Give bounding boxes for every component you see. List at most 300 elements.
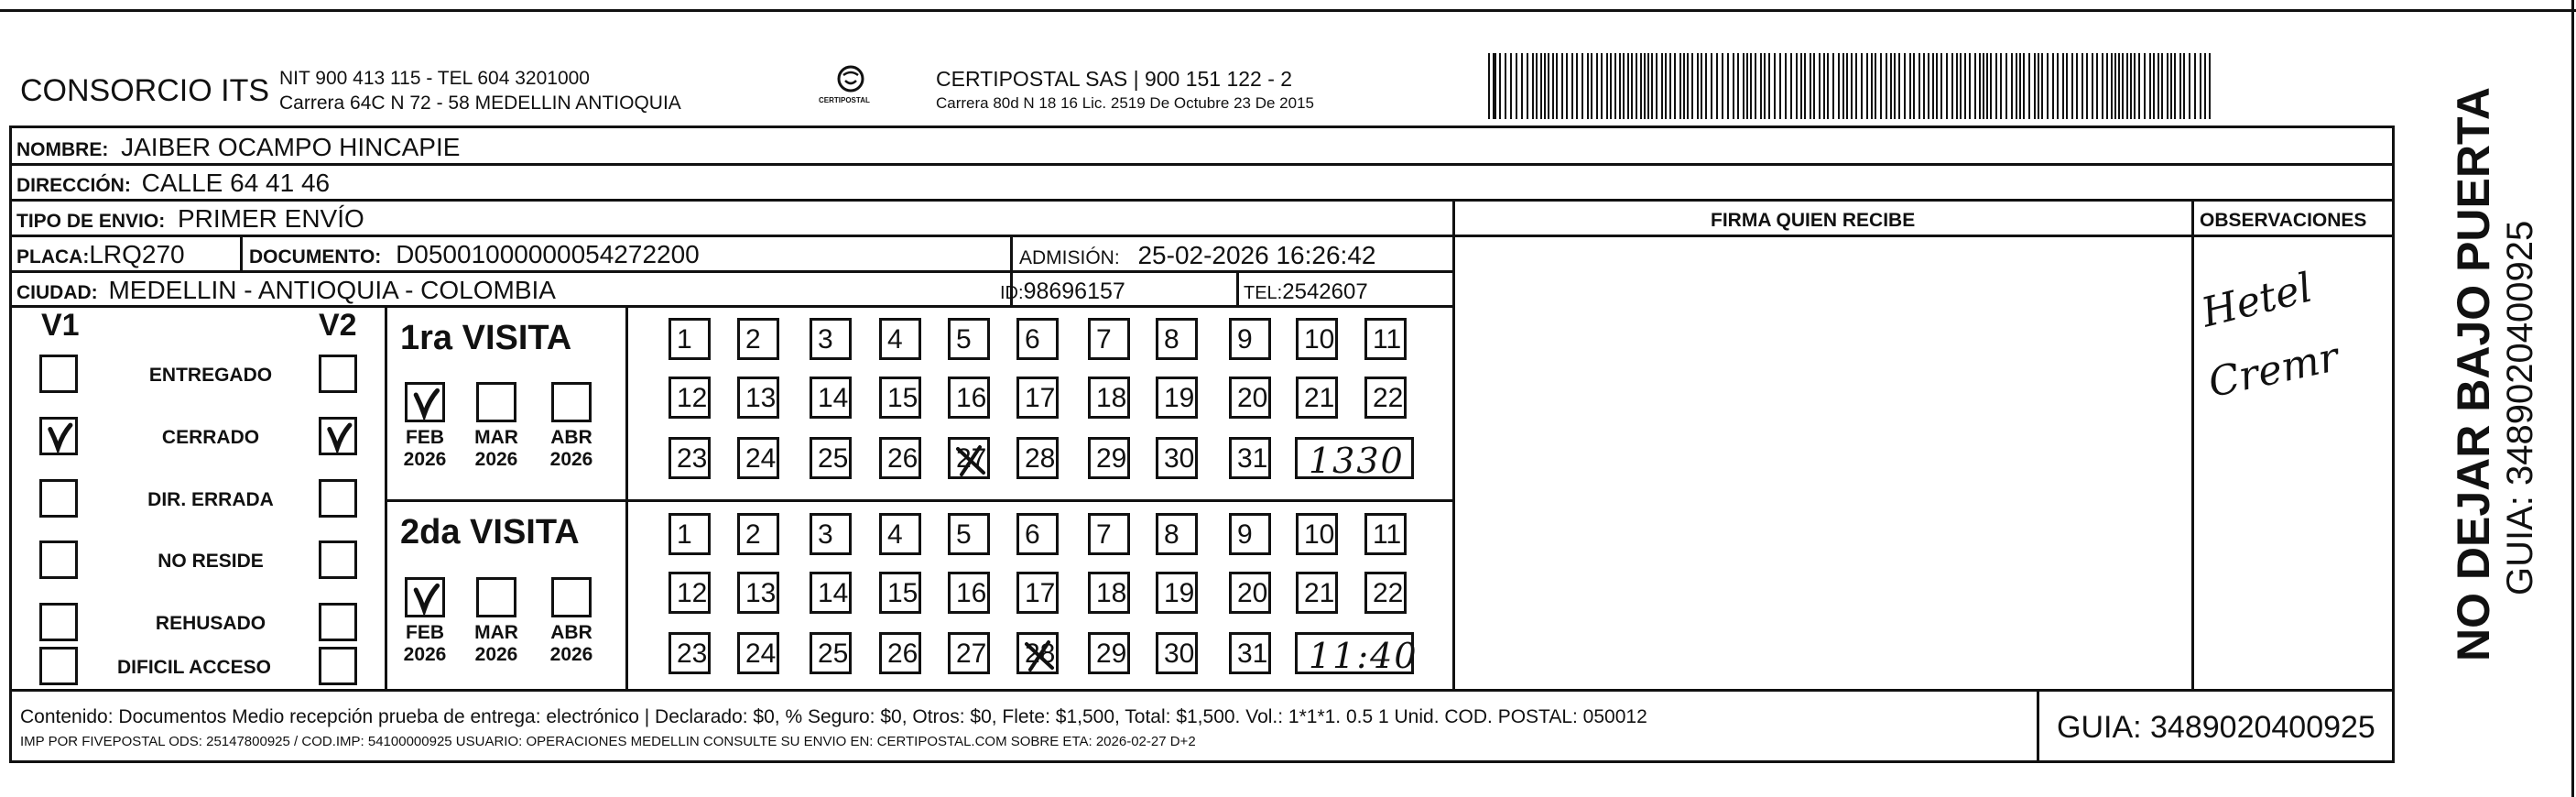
first-visit-day-number: 26	[887, 443, 918, 474]
first-visit-day-number: 23	[677, 443, 708, 474]
footer-contents: Contenido: Documentos Medio recepción prueba de entrega: electrónico | Declarado: $0, % Seguro: $0, Otros: $0, Flete: $1,500, Total: $1,500. Vol.: 1*1*1. 0.5 1 Unid. COD. POSTAL: 050012	[20, 706, 1647, 727]
first-visit-day-cell	[1016, 377, 1059, 419]
barcode-bar	[1743, 53, 1745, 119]
second-visit-day-cell	[1016, 572, 1059, 614]
barcode-bar	[1810, 53, 1811, 119]
second-visit-title: 2da VISITA	[400, 513, 580, 551]
second-visit-day-cell	[948, 572, 990, 614]
guide-divider	[2037, 689, 2039, 762]
id-label: ID:	[1000, 283, 1024, 303]
second-visit-day-number: 30	[1164, 639, 1195, 669]
first-visit-day-number: 6	[1025, 324, 1040, 355]
second-visit-day-cell	[1364, 513, 1407, 555]
barcode-bar	[1846, 53, 1848, 119]
barcode-bar	[1544, 53, 1546, 119]
barcode-bar	[2071, 53, 2073, 119]
first-visit-day-cell	[948, 318, 990, 360]
barcode-bar	[1928, 53, 1929, 119]
document-label: DOCUMENTO:	[249, 246, 382, 267]
barcode-bar	[1576, 53, 1578, 119]
city-cell	[16, 278, 556, 303]
barcode-bar	[1631, 53, 1633, 119]
second-visit-time-box	[1295, 632, 1418, 676]
barcode-bar	[2111, 53, 2113, 119]
barcode-bar	[1819, 53, 1821, 119]
first-visit-month-checkbox	[405, 382, 445, 422]
first-visit-month-checkmark	[409, 387, 442, 420]
first-visit-day-cell	[668, 437, 711, 479]
barcode-bar	[2161, 53, 2163, 119]
first-visit-day-cell	[1088, 437, 1130, 479]
second-visit-day-cell	[1088, 632, 1130, 674]
barcode-bar	[1796, 53, 1798, 119]
second-visit-day-number: 7	[1096, 519, 1112, 550]
barcode-bar	[1823, 53, 1825, 119]
first-visit-day-cell	[810, 377, 852, 419]
barcode-bar	[1548, 53, 1549, 119]
barcode-bar	[1687, 53, 1689, 119]
second-visit-year-label: 2026	[549, 644, 593, 665]
barcode-bar	[1701, 53, 1702, 119]
barcode-bar	[1627, 53, 1629, 119]
second-visit-year-label: 2026	[403, 644, 447, 665]
barcode-bar	[1587, 53, 1589, 119]
barcode-bar	[1746, 53, 1748, 119]
second-visit-day-number: 1	[677, 519, 692, 550]
barcode-bar	[2179, 53, 2181, 119]
first-visit-day-number: 30	[1164, 443, 1195, 474]
second-visit-day-cell	[1229, 632, 1271, 674]
first-visit-day-cell	[810, 437, 852, 479]
admission: 25-02-2026 16:26:42	[1137, 241, 1376, 269]
name-row	[16, 135, 460, 160]
barcode-bar	[2209, 53, 2211, 119]
footer-guide: GUIA: 3489020400925	[2057, 710, 2375, 745]
barcode-bar	[1923, 53, 1925, 119]
first-visit-day-number: 24	[745, 443, 777, 474]
barcode-bar	[2011, 53, 2013, 119]
months-divider	[625, 305, 628, 689]
first-visit-year-label: 2026	[474, 449, 518, 470]
barcode-bar	[2034, 53, 2036, 119]
first-visit-day-number: 20	[1237, 383, 1268, 413]
status-label: REHUSADO	[155, 613, 266, 634]
barcode-bar	[1601, 53, 1603, 119]
second-visit-day-number: 29	[1096, 639, 1127, 669]
barcode-bar	[1697, 53, 1699, 119]
second-visit-day-number: 11	[1373, 519, 1402, 550]
barcode-bar	[2167, 53, 2168, 119]
v2-checkbox	[319, 540, 357, 579]
send-type-label: TIPO DE ENVIO:	[16, 211, 166, 232]
scan-edge	[2571, 0, 2574, 797]
courier-name: CERTIPOSTAL SAS | 900 151 122 - 2	[936, 67, 1293, 91]
barcode-bar	[1552, 53, 1554, 119]
barcode-bar	[2092, 53, 2093, 119]
first-visit-day-number: 13	[745, 383, 777, 413]
first-visit-day-cell	[1088, 318, 1130, 360]
barcode-bar	[1913, 53, 1915, 119]
barcode-bar	[1606, 53, 1608, 119]
first-visit-day-number: 29	[1096, 443, 1127, 474]
barcode-bar	[1610, 53, 1612, 119]
barcode-bar	[1875, 53, 1876, 119]
first-visit-day-number: 31	[1237, 443, 1268, 474]
barcode-bar	[1571, 53, 1573, 119]
second-visit-day-mark	[1021, 637, 1058, 673]
observation-handwriting-2: Cremr	[2204, 333, 2343, 407]
barcode-bar	[1861, 53, 1863, 119]
frame-right	[2392, 126, 2395, 762]
barcode-bar	[1956, 53, 1958, 119]
barcode-bar	[1521, 53, 1523, 119]
barcode-bar	[1733, 53, 1734, 119]
second-visit-day-cell	[1016, 632, 1059, 674]
first-visit-day-cell	[948, 437, 990, 479]
first-visit-day-number: 11	[1373, 324, 1402, 355]
barcode-bar	[1890, 53, 1892, 119]
first-visit-day-cell	[1156, 437, 1198, 479]
barcode-bar	[2138, 53, 2140, 119]
second-visit-day-number: 16	[956, 578, 987, 608]
v1-checkbox	[39, 355, 78, 393]
second-visit-day-number: 25	[818, 639, 849, 669]
barcode-bar	[1691, 53, 1693, 119]
v2-checkbox	[319, 603, 357, 641]
second-visit-day-cell	[1156, 513, 1198, 555]
barcode-bar	[2062, 53, 2064, 119]
first-visit-day-cell	[1156, 377, 1198, 419]
first-visit-day-number: 7	[1096, 324, 1112, 355]
barcode-bar	[1804, 53, 1806, 119]
v2-checkbox	[319, 479, 357, 518]
barcode-bar	[2086, 53, 2088, 119]
barcode	[1488, 53, 2221, 119]
barcode-bar	[1716, 53, 1718, 119]
address-row	[16, 170, 330, 196]
second-visit-day-cell	[879, 513, 921, 555]
barcode-bar	[1983, 53, 1984, 119]
barcode-bar	[2081, 53, 2083, 119]
plate-divider	[240, 237, 243, 270]
second-visit-day-number: 27	[956, 639, 987, 669]
observations-label: OBSERVACIONES	[2200, 210, 2367, 231]
status-label: NO RESIDE	[158, 551, 264, 572]
second-visit-month-checkmark	[409, 582, 442, 615]
second-visit-month-label: ABR	[550, 622, 592, 643]
barcode-bar	[1516, 53, 1517, 119]
v2-checkbox	[319, 417, 357, 455]
second-visit-day-number: 24	[745, 639, 777, 669]
barcode-bar	[2041, 53, 2043, 119]
barcode-bar	[1619, 53, 1621, 119]
first-visit-day-number: 3	[818, 324, 833, 355]
sender-address: Carrera 64C N 72 - 58 MEDELLIN ANTIOQUIA	[279, 93, 681, 114]
barcode-bar	[1674, 53, 1676, 119]
barcode-bar	[1880, 53, 1882, 119]
first-visit-day-cell	[1364, 318, 1407, 360]
second-visit-day-cell	[948, 632, 990, 674]
first-visit-day-cell	[1156, 318, 1198, 360]
row-divider-2	[9, 199, 2395, 202]
send-type-row	[16, 206, 364, 232]
second-visit-day-cell	[810, 632, 852, 674]
signature-label: FIRMA QUIEN RECIBE	[1711, 210, 1916, 231]
second-visit-day-number: 14	[818, 578, 849, 608]
barcode-bar	[1536, 53, 1538, 119]
barcode-bar	[1986, 53, 1988, 119]
barcode-bar	[2118, 53, 2120, 119]
document: D05001000000054272200	[396, 240, 700, 268]
side-guide: GUIA: 3489020400925	[2500, 220, 2540, 595]
plate: LRQ270	[89, 240, 185, 268]
barcode-bar	[1768, 53, 1770, 119]
first-visit-day-cell	[737, 318, 779, 360]
logo-caption: CERTIPOSTAL	[819, 96, 870, 104]
barcode-bar	[1647, 53, 1649, 119]
barcode-bar	[1764, 53, 1766, 119]
barcode-bar	[1886, 53, 1887, 119]
barcode-bar	[1755, 53, 1756, 119]
second-visit-day-cell	[1229, 572, 1271, 614]
barcode-bar	[1665, 53, 1667, 119]
barcode-bar	[1683, 53, 1685, 119]
second-visit-month-label: MAR	[474, 622, 518, 643]
first-visit-day-cell	[1229, 437, 1271, 479]
barcode-bar	[1894, 53, 1896, 119]
first-visit-day-cell	[879, 437, 921, 479]
barcode-bar	[1596, 53, 1598, 119]
address-label: DIRECCIÓN:	[16, 175, 131, 196]
second-visit-day-cell	[810, 513, 852, 555]
admission-label: ADMISIÓN:	[1019, 247, 1120, 268]
barcode-bar	[2158, 53, 2159, 119]
first-visit-day-number: 15	[887, 383, 918, 413]
barcode-bar	[1855, 53, 1857, 119]
tel: 2542607	[1282, 279, 1368, 304]
second-visit-day-cell	[668, 572, 711, 614]
barcode-bar	[2106, 53, 2108, 119]
observation-handwriting-1: Hetel	[2197, 264, 2317, 337]
first-visit-day-number: 8	[1164, 324, 1179, 355]
top-border	[0, 9, 2576, 12]
barcode-bar	[1979, 53, 1981, 119]
barcode-bar	[1711, 53, 1712, 119]
barcode-bar	[1946, 53, 1948, 119]
first-visit-year-label: 2026	[549, 449, 593, 470]
second-visit-day-number: 10	[1304, 519, 1335, 550]
v1-checkbox	[39, 417, 78, 455]
barcode-bar	[2149, 53, 2151, 119]
second-visit-month-checkbox	[476, 577, 516, 617]
first-visit-day-number: 2	[745, 324, 761, 355]
col-divider-observations	[2191, 199, 2194, 689]
first-visit-day-cell	[668, 377, 711, 419]
first-visit-day-number: 21	[1304, 383, 1335, 413]
barcode-bar	[1851, 53, 1853, 119]
first-visit-title: 1ra VISITA	[400, 319, 572, 357]
first-visit-day-number: 25	[818, 443, 849, 474]
barcode-bar	[1774, 53, 1776, 119]
second-visit-day-number: 17	[1025, 578, 1056, 608]
first-visit-day-cell	[1088, 377, 1130, 419]
barcode-bar	[2076, 53, 2078, 119]
barcode-bar	[1556, 53, 1558, 119]
first-visit-time-box	[1295, 437, 1414, 479]
barcode-bar	[1661, 53, 1663, 119]
first-visit-month-checkbox	[551, 382, 592, 422]
barcode-bar	[2170, 53, 2172, 119]
barcode-bar	[1532, 53, 1534, 119]
barcode-bar	[2038, 53, 2039, 119]
courier-address: Carrera 80d N 18 16 Lic. 2519 De Octubre 23 De 2015	[936, 94, 1314, 112]
barcode-bar	[1591, 53, 1592, 119]
second-visit-day-number: 22	[1373, 578, 1404, 608]
barcode-bar	[1813, 53, 1815, 119]
barcode-bar	[2126, 53, 2128, 119]
first-visit-month-label: ABR	[550, 427, 592, 448]
document-cell	[249, 242, 700, 267]
second-visit-day-cell	[1088, 572, 1130, 614]
barcode-bar	[1995, 53, 1997, 119]
tel-label: TEL:	[1244, 283, 1283, 303]
second-visit-day-cell	[668, 632, 711, 674]
status-label: CERRADO	[161, 427, 260, 448]
barcode-bar	[1871, 53, 1873, 119]
barcode-bar	[2047, 53, 2049, 119]
barcode-bar	[2204, 53, 2206, 119]
second-visit-day-number: 28	[1025, 639, 1056, 669]
second-visit-day-number: 21	[1304, 578, 1335, 608]
barcode-bar	[1566, 53, 1568, 119]
visit-divider	[385, 499, 1454, 502]
v1-checkbox	[39, 540, 78, 579]
barcode-bar	[1581, 53, 1583, 119]
first-visit-day-number: 10	[1304, 324, 1335, 355]
first-visit-month-checkbox	[476, 382, 516, 422]
first-visit-day-number: 18	[1096, 383, 1127, 413]
first-visit-day-number: 4	[887, 324, 903, 355]
first-visit-day-cell	[737, 437, 779, 479]
barcode-bar	[1727, 53, 1729, 119]
barcode-bar	[1932, 53, 1934, 119]
id-cell	[1000, 280, 1125, 303]
second-visit-day-cell	[1156, 632, 1198, 674]
barcode-bar	[2144, 53, 2146, 119]
side-warning: NO DEJAR BAJO PUERTA	[2448, 87, 2499, 661]
barcode-bar	[1832, 53, 1834, 119]
status-divider	[385, 305, 387, 689]
barcode-bar	[2194, 53, 2196, 119]
barcode-bar	[1640, 53, 1642, 119]
barcode-bar	[2016, 53, 2017, 119]
plate-label: PLACA:	[16, 246, 90, 267]
barcode-bar	[1737, 53, 1739, 119]
barcode-bar	[1510, 53, 1512, 119]
certipostal-logo	[813, 64, 888, 110]
tel-cell	[1244, 281, 1368, 303]
barcode-bar	[1669, 53, 1671, 119]
first-visit-day-cell	[948, 377, 990, 419]
barcode-bar	[1527, 53, 1528, 119]
barcode-bar	[1644, 53, 1646, 119]
frame-top	[9, 126, 2395, 128]
v1-checkmark	[44, 421, 75, 453]
barcode-bar	[2102, 53, 2103, 119]
barcode-bar	[1614, 53, 1616, 119]
barcode-bar	[1990, 53, 1992, 119]
first-visit-day-cell	[810, 318, 852, 360]
frame-left	[9, 126, 12, 762]
barcode-bar	[2122, 53, 2124, 119]
barcode-bar	[1842, 53, 1844, 119]
barcode-bar	[1790, 53, 1792, 119]
barcode-bar	[2114, 53, 2116, 119]
barcode-bar	[1969, 53, 1971, 119]
barcode-bar	[1940, 53, 1942, 119]
first-visit-day-cell	[1296, 377, 1338, 419]
second-visit-day-number: 31	[1237, 639, 1268, 669]
second-visit-time-written: 11:40	[1309, 636, 1418, 676]
second-visit-day-number: 12	[677, 578, 708, 608]
second-visit-day-cell	[1364, 572, 1407, 614]
barcode-bar	[1750, 53, 1752, 119]
second-visit-day-cell	[1296, 513, 1338, 555]
barcode-bar	[1800, 53, 1802, 119]
v1-checkbox	[39, 479, 78, 518]
barcode-bar	[2023, 53, 2025, 119]
first-visit-day-cell	[879, 318, 921, 360]
first-visit-day-number: 1	[677, 324, 692, 355]
barcode-bar	[2130, 53, 2132, 119]
second-visit-day-cell	[1229, 513, 1271, 555]
first-visit-day-number: 16	[956, 383, 987, 413]
second-visit-day-number: 26	[887, 639, 918, 669]
barcode-bar	[1499, 53, 1501, 119]
barcode-bar	[1705, 53, 1707, 119]
barcode-bar	[1785, 53, 1787, 119]
status-label: DIFICIL ACCESO	[117, 657, 272, 678]
plate-cell	[16, 242, 185, 267]
first-visit-day-cell	[879, 377, 921, 419]
second-visit-day-cell	[737, 513, 779, 555]
first-visit-day-mark	[952, 442, 989, 478]
barcode-bar	[2066, 53, 2068, 119]
barcode-bar	[1651, 53, 1653, 119]
second-visit-day-cell	[1296, 572, 1338, 614]
barcode-bar	[2134, 53, 2136, 119]
barcode-bar	[1656, 53, 1658, 119]
barcode-bar	[2096, 53, 2098, 119]
first-visit-day-cell	[1229, 318, 1271, 360]
first-visit-day-number: 17	[1025, 383, 1056, 413]
barcode-bar	[1898, 53, 1900, 119]
barcode-bar	[2052, 53, 2054, 119]
barcode-bar	[2174, 53, 2176, 119]
first-visit-day-cell	[1016, 318, 1059, 360]
second-visit-day-cell	[1016, 513, 1059, 555]
barcode-bar	[1540, 53, 1542, 119]
barcode-bar	[1904, 53, 1906, 119]
first-visit-day-number: 5	[956, 324, 972, 355]
first-visit-day-number: 22	[1373, 383, 1404, 413]
status-label: ENTREGADO	[148, 365, 273, 386]
v1-checkbox	[39, 647, 78, 685]
second-visit-day-cell	[810, 572, 852, 614]
barcode-bar	[1827, 53, 1829, 119]
second-visit-day-cell	[737, 632, 779, 674]
recipient-address: CALLE 64 41 46	[141, 169, 331, 197]
